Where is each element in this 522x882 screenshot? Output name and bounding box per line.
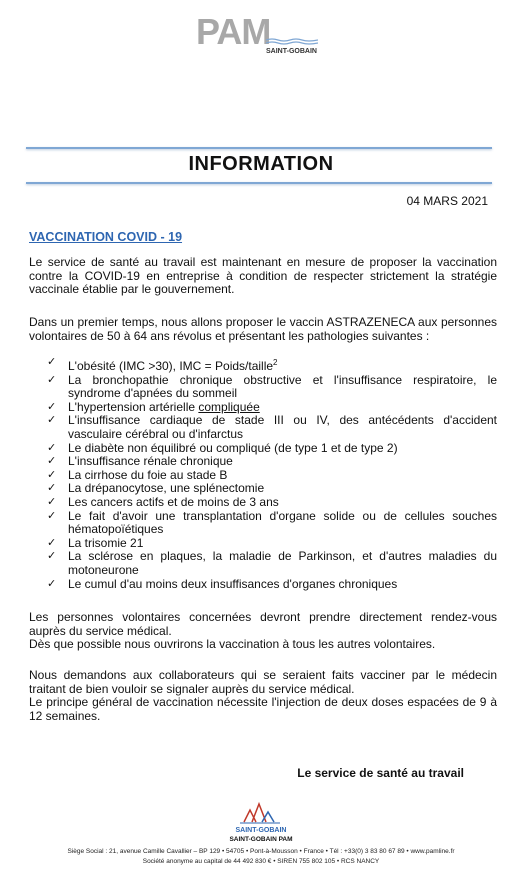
footer-company: SAINT-GOBAIN PAM [229,836,293,843]
logo-subtitle: SAINT-GOBAIN [266,48,317,55]
list-item [47,482,497,496]
check-icon: ✓ [47,509,57,522]
list-item [47,496,497,510]
doses-line: Le principe général de vaccination nécessite l'injection de deux doses espacées de 9 à 12 semaines. [29,695,497,723]
subject-heading: VACCINATION COVID - 19 [29,230,183,244]
list-item [47,442,497,456]
list-item-text: Les cancers actifs et de moins de 3 ans [68,494,279,509]
page-title: INFORMATION [188,153,334,175]
list-item-text: La cirrhose du foie au stade B [68,467,228,482]
list-item-text: L'insuffisance cardiaque de stade III ou IV, des antécédents d'accident vasculaire cérébral ou d'infarctus [68,413,497,441]
list-item-text: La sclérose en plaques, la maladie de Parkinson, et d'autres maladies du motoneurone [68,549,497,577]
list-item [47,455,497,469]
list-item-text: L'hypertension artérielle [68,399,199,414]
list-item-text: La bronchopathie chronique obstructive et l'insuffisance respiratoire, le syndrome d'apnées du sommeil [68,372,497,401]
footer-address: Siège Social : 21, avenue Camille Cavallier – BP 129 • 54705 • Pont-à-Mousson • France • Tél : +33(0) 3 83 80 67 89 • www.pamline.fr [67,848,455,855]
list-item [47,401,497,415]
title-rule-top [26,147,492,149]
appointment-paragraph [29,611,497,652]
check-icon: ✓ [47,536,57,549]
list-item-text: La drépanocytose, une splénectomie [68,481,265,496]
check-icon: ✓ [47,400,57,413]
list-item [47,374,497,401]
list-item [47,550,497,577]
collaborators-paragraph [29,669,497,723]
list-item-text: L'obésité (IMC >30), IMC = Poids/taille [68,359,274,373]
check-icon: ✓ [47,550,57,563]
list-item [47,414,497,441]
check-icon: ✓ [47,577,57,590]
opening-line: Dès que possible nous ouvrirons la vaccination à tous les autres volontaires. [29,637,436,652]
declare-line: Nous demandons aux collaborateurs qui se seraient faits vacciner par le médecin traitant de bien vouloir se signaler auprès du service médical. [29,668,497,696]
logo-text: PAM [196,11,271,52]
check-icon: ✓ [47,455,57,468]
list-item-text: Le fait d'avoir une transplantation d'organe solide ou de cellules souches hématopoïétiques [68,508,497,537]
pam-logo [196,11,326,62]
footer-logo-text: SAINT-GOBAIN [235,827,287,834]
pathologies-list [47,356,497,591]
list-item [47,469,497,483]
signature: Le service de santé au travail [297,766,464,780]
list-item-text: Le diabète non équilibré ou compliqué (de type 1 et de type 2) [68,440,398,455]
check-icon: ✓ [47,356,57,368]
superscript: 2 [273,358,278,367]
check-icon: ✓ [47,373,57,386]
intro-paragraph: Le service de santé au travail est maintenant en mesure de proposer la vaccination contre la COVID-19 en entreprise à condition de respecter strictement la stratégie vaccinale établie par le gouvernement. [29,255,497,297]
list-item-text: Le cumul d'au moins deux insuffisances d'organes chroniques [68,576,398,591]
list-item [47,578,497,592]
list-item-text: L'insuffisance rénale chronique [68,454,233,469]
document-date: 04 MARS 2021 [406,194,488,208]
check-icon: ✓ [47,482,57,495]
list-item [47,537,497,551]
underlined-word: compliquée [198,399,260,414]
vaccine-paragraph: Dans un premier temps, nous allons proposer le vaccin ASTRAZENECA aux personnes volontaires de 50 à 64 ans révolus et présentant les pathologies suivantes : [29,315,497,343]
check-icon: ✓ [47,468,57,481]
list-item [47,356,497,374]
saint-gobain-logo-icon [226,800,296,836]
check-icon: ✓ [47,441,57,454]
list-item-text: La trisomie 21 [68,535,144,550]
list-item [47,510,497,537]
footer-legal: Société anonyme au capital de 44 492 830 € • SIREN 755 802 105 • RCS NANCY [142,858,380,865]
logo-waves-icon [266,38,318,46]
check-icon: ✓ [47,414,57,427]
appointment-line: Les personnes volontaires concernées devront prendre directement rendez-vous auprès du service médical. [29,610,497,638]
check-icon: ✓ [47,495,57,508]
title-rule-bottom [26,182,492,184]
